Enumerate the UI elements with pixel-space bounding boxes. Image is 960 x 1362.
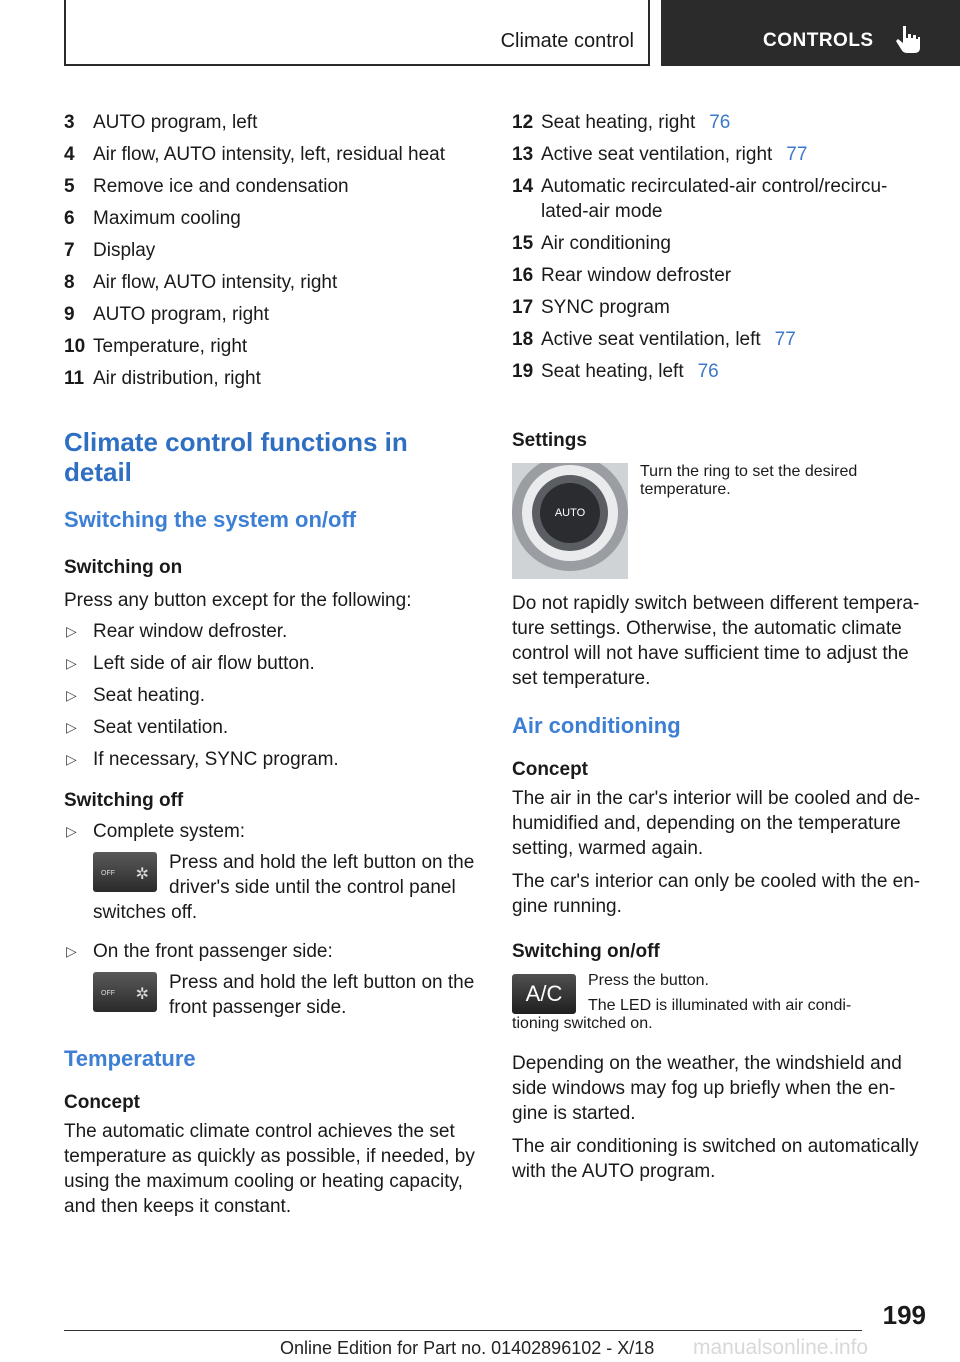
- heading-switching-off: Switching off: [64, 790, 184, 811]
- triangle-bullet-icon: ▷: [66, 823, 77, 839]
- legend-item: [64, 206, 480, 231]
- auto-program-note: The air conditioning is switched on automatically with the AUTO program.: [512, 1136, 919, 1182]
- complete-system-text: Press and hold the left button on the driver's side until the control panel: [169, 852, 475, 898]
- legend-text: Air conditioning: [541, 233, 671, 254]
- legend-text: Active seat ventilation, right 77: [541, 144, 808, 165]
- legend-number: 9: [64, 304, 75, 325]
- ac-led-text: The LED is illuminated with air condi-: [588, 997, 852, 1014]
- header-section-box: [64, 0, 650, 66]
- switching-on-text: Press any button except for the following:: [64, 590, 412, 611]
- watermark: manualsonline.info: [693, 1336, 869, 1359]
- legend-item: [512, 174, 928, 224]
- page-number: 199: [882, 1300, 926, 1330]
- legend-item: [512, 327, 928, 352]
- settings-note: Do not rapidly switch between different tempera-ture settings. Otherwise, the automatic climate control will not have sufficient time to adjust the set temperature.: [512, 593, 920, 689]
- legend-item: [512, 263, 928, 288]
- legend-number: 16: [512, 265, 534, 286]
- list-item: ▷ Seat heating.: [66, 685, 205, 706]
- heading-switching-system: Switching the system on/off: [64, 507, 357, 532]
- legend-number: 6: [64, 208, 75, 229]
- legend-text: Air distribution, right: [93, 368, 261, 389]
- legend-text: Temperature, right: [93, 336, 248, 357]
- settings-text: Turn the ring to set the desired temperature.: [640, 463, 858, 498]
- temperature-ring-image: [512, 463, 628, 579]
- legend-number: 17: [512, 297, 534, 318]
- legend-text: Air flow, AUTO intensity, left, residual heat: [93, 144, 446, 165]
- switching-on-list: [64, 619, 480, 772]
- footer-divider: [64, 1330, 862, 1331]
- off-fan-button-image: OFF ✲: [93, 852, 157, 892]
- header-chapter-box: [661, 0, 960, 66]
- legend-number: 3: [64, 112, 75, 133]
- legend-text: Maximum cooling: [93, 208, 241, 229]
- legend-item: [64, 110, 480, 135]
- triangle-bullet-icon: ▷: [66, 623, 77, 639]
- list-item: ▷ On the front passenger side: OFF ✲ Press and hold the left button on the front passenger side.: [64, 939, 480, 1020]
- ac-press-text: Press the button.: [588, 972, 709, 989]
- legend-number: 15: [512, 233, 534, 254]
- legend-item: [512, 359, 928, 384]
- legend-item: [512, 295, 928, 320]
- legend-number: 8: [64, 272, 75, 293]
- switching-off-list: [64, 819, 480, 1020]
- legend-number: 12: [512, 112, 534, 133]
- triangle-bullet-icon: ▷: [66, 943, 77, 959]
- heading-ac-concept: Concept: [512, 759, 588, 780]
- legend-number: 14: [512, 176, 534, 197]
- list-item: ▷ Seat ventilation.: [66, 717, 229, 738]
- legend-text: Seat heating, left 76: [541, 361, 719, 382]
- heading-concept: Concept: [64, 1092, 140, 1113]
- page-reference-link[interactable]: 76: [697, 361, 719, 382]
- legend-item: [512, 231, 928, 256]
- legend-list-left: [64, 110, 480, 391]
- heading-switching-on: Switching on: [64, 557, 183, 578]
- legend-number: 4: [64, 144, 75, 165]
- legend-text: Seat heating, right 76: [541, 112, 731, 133]
- footer-edition-text: Online Edition for Part no. 01402896102 - X/18: [280, 1338, 655, 1358]
- page-reference-link[interactable]: 76: [709, 112, 731, 133]
- hand-pointer-icon: [895, 24, 921, 54]
- legend-number: 18: [512, 329, 534, 350]
- legend-item: [512, 142, 928, 167]
- legend-item: [64, 334, 480, 359]
- heading-air-conditioning: Air conditioning: [512, 713, 681, 738]
- legend-text: AUTO program, left: [93, 112, 258, 133]
- temperature-concept-text: The automatic climate control achieves the set temperature as quickly as possible, if needed, by using the maximum cooling or heating capacity, and then keeps it constant.: [64, 1121, 475, 1217]
- triangle-bullet-icon: ▷: [66, 687, 77, 703]
- legend-item: [64, 238, 480, 263]
- legend-text: Rear window defroster: [541, 265, 732, 286]
- complete-system-tail: switches off.: [93, 902, 198, 923]
- legend-number: 10: [64, 336, 86, 357]
- legend-text: Automatic recirculated-air control/recircu-lated-air mode: [541, 176, 888, 222]
- list-item: ▷ Complete system: OFF ✲ Press and hold the left button on the driver's side until the control panel switches off.: [64, 819, 480, 925]
- legend-item: [64, 174, 480, 199]
- header-chapter-title: CONTROLS: [763, 30, 874, 51]
- ac-concept-text-1: The air in the car's interior will be cooled and de-humidified and, depending on the temperature setting, warmed again.: [512, 788, 921, 859]
- legend-text: SYNC program: [541, 297, 670, 318]
- triangle-bullet-icon: ▷: [66, 655, 77, 671]
- triangle-bullet-icon: ▷: [66, 751, 77, 767]
- ac-concept-text-2: The car's interior can only be cooled with the en-gine running.: [512, 871, 921, 917]
- knob-auto-label: AUTO: [554, 507, 586, 519]
- list-item: ▷ Left side of air flow button.: [66, 653, 315, 674]
- legend-text: AUTO program, right: [93, 304, 269, 325]
- fan-icon: ✲: [135, 866, 149, 883]
- page-reference-link[interactable]: 77: [774, 329, 796, 350]
- legend-item: [64, 270, 480, 295]
- triangle-bullet-icon: ▷: [66, 719, 77, 735]
- page-reference-link[interactable]: 77: [786, 144, 808, 165]
- legend-item: [512, 110, 928, 135]
- ac-led-text-tail: tioning switched on.: [512, 1015, 653, 1032]
- heading-switching-on-off: Switching on/off: [512, 941, 660, 962]
- fog-note: Depending on the weather, the windshield and side windows may fog up briefly when the en-gine is started.: [512, 1053, 902, 1124]
- legend-list-right: [512, 110, 928, 384]
- right-column: [512, 110, 928, 1184]
- legend-number: 5: [64, 176, 75, 197]
- legend-item: [64, 302, 480, 327]
- fan-icon: ✲: [135, 986, 149, 1003]
- legend-text: Remove ice and condensation: [93, 176, 349, 197]
- legend-text: Active seat ventilation, left 77: [541, 329, 796, 350]
- heading-settings: Settings: [512, 430, 587, 451]
- legend-number: 7: [64, 240, 75, 261]
- heading-temperature: Temperature: [64, 1046, 196, 1071]
- passenger-side-text: Press and hold the left button on the front passenger side.: [169, 972, 475, 1018]
- list-item: ▷ Rear window defroster.: [66, 621, 288, 642]
- legend-text: Air flow, AUTO intensity, right: [93, 272, 338, 293]
- off-fan-button-image: OFF ✲: [93, 972, 157, 1012]
- legend-item: [64, 366, 480, 391]
- ac-button-image: A/C: [512, 974, 576, 1014]
- list-item: ▷ If necessary, SYNC program.: [66, 749, 339, 770]
- legend-text: Display: [93, 240, 156, 261]
- legend-item: [64, 142, 480, 167]
- header-section-title: Climate control: [500, 30, 634, 52]
- heading-climate-functions: Climate control functions in detail: [64, 427, 408, 487]
- legend-number: 11: [64, 368, 85, 389]
- legend-number: 13: [512, 144, 534, 165]
- legend-number: 19: [512, 361, 534, 382]
- left-column: [64, 110, 480, 1219]
